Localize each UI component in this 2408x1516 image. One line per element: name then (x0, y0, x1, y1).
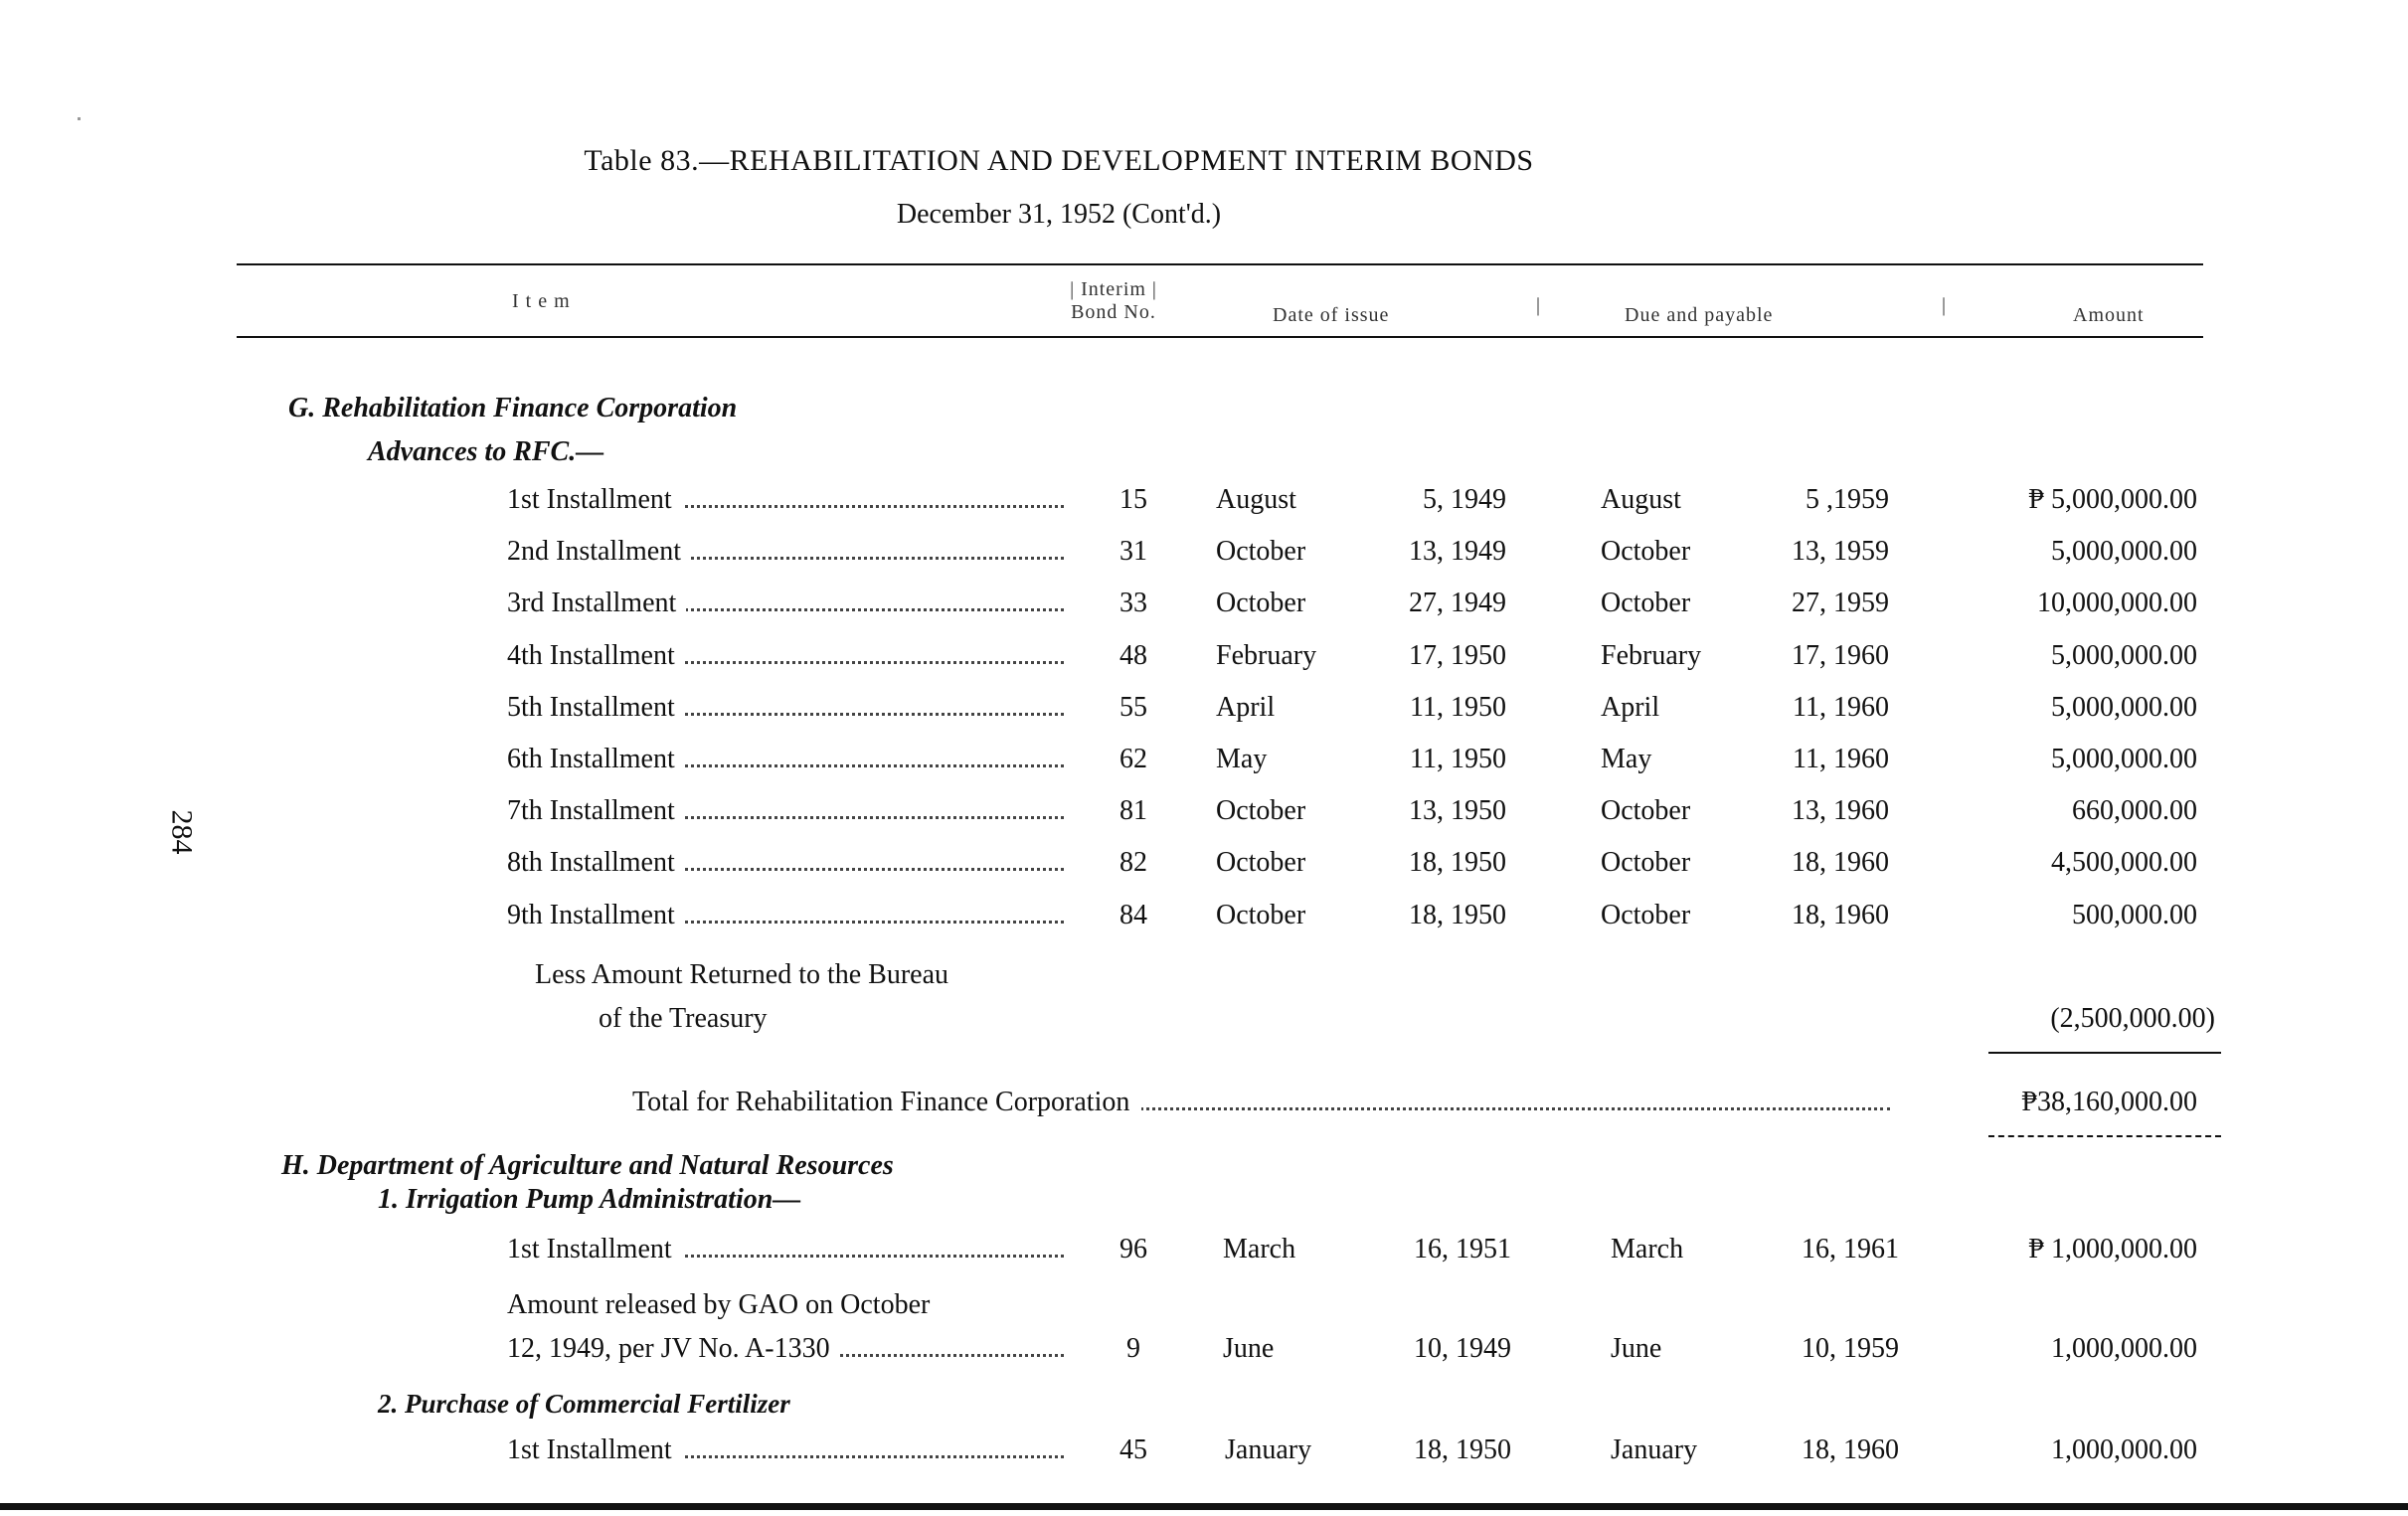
row-bond-no: 48 (1119, 640, 1147, 671)
section-h-sub1: 1. Irrigation Pump Administration— (378, 1184, 801, 1215)
row-item-label: 7th Installment (507, 795, 685, 826)
row-issue-date: 18, 1950 (1409, 900, 1506, 930)
row-amount: ₱ 5,000,000.00 (2028, 484, 2197, 515)
row-item-label: 9th Installment (507, 900, 685, 930)
section-g-heading: G. Rehabilitation Finance Corporation (288, 393, 738, 423)
row-issue-month: February (1216, 640, 1317, 671)
row-item-label: 2nd Installment (507, 536, 691, 567)
row-bond-no: 96 (1119, 1234, 1147, 1264)
row-due-date: 17, 1960 (1792, 640, 1889, 671)
row-item-label: 6th Installment (507, 744, 685, 774)
row-item (507, 640, 1064, 672)
table-row (0, 484, 2408, 530)
row-amount: 500,000.00 (2072, 900, 2197, 930)
row-issue-month: May (1216, 744, 1268, 774)
row-item-label: 8th Installment (507, 847, 685, 878)
row-bond-no: 9 (1126, 1333, 1140, 1364)
row-due-month: August (1601, 484, 1681, 515)
header-top-rule (237, 263, 2203, 265)
row-bond-no: 62 (1119, 744, 1147, 774)
row-bond-no: 82 (1119, 847, 1147, 878)
row-due-month: April (1601, 692, 1660, 723)
row-due-month: March (1611, 1234, 1684, 1264)
row-item (507, 692, 1064, 724)
header-bottom-rule (237, 336, 2203, 338)
row-due-date: 11, 1960 (1793, 744, 1889, 774)
header-item: I t e m (512, 290, 571, 312)
scan-speck (78, 117, 81, 120)
row-issue-month: October (1216, 847, 1306, 878)
section-h-heading: H. Department of Agriculture and Natural Resources (281, 1150, 894, 1181)
less-line-1: Less Amount Returned to the Bureau (535, 959, 949, 990)
row-amount: 10,000,000.00 (2037, 588, 2197, 618)
header-amount: Amount (2073, 304, 2145, 326)
row-amount: 5,000,000.00 (2051, 692, 2197, 723)
row-amount: ₱ 1,000,000.00 (2028, 1234, 2197, 1264)
row-issue-month: April (1216, 692, 1276, 723)
row-item-label: 1st Installment (507, 1434, 682, 1465)
row-bond-no: 84 (1119, 900, 1147, 930)
total-rule (1988, 1135, 2221, 1137)
row-due-date: 18, 1960 (1792, 847, 1889, 878)
row-bond-no: 31 (1119, 536, 1147, 567)
row-due-month: October (1601, 847, 1691, 878)
table-row (0, 1434, 2408, 1480)
row-due-date: 18, 1960 (1792, 900, 1889, 930)
header-due-payable: Due and payable (1625, 304, 1774, 326)
header-separator: | (1942, 294, 1948, 316)
subtotal-rule (1988, 1052, 2221, 1054)
row-issue-month: October (1216, 795, 1306, 826)
table-row (0, 900, 2408, 945)
table-subtitle: December 31, 1952 (Cont'd.) (896, 199, 1222, 230)
row-item (507, 484, 1064, 516)
row-issue-month: October (1216, 536, 1306, 567)
row-due-month: May (1601, 744, 1652, 774)
row-issue-date: 13, 1950 (1409, 795, 1506, 826)
row-issue-date: 11, 1950 (1410, 744, 1506, 774)
row-item-label: 1st Installment (507, 484, 682, 515)
row-due-date: 18, 1960 (1802, 1434, 1899, 1465)
section-h-sub2: 2. Purchase of Commercial Fertilizer (378, 1389, 790, 1419)
row-item (507, 1234, 1064, 1265)
table-row (0, 744, 2408, 789)
row-item (507, 588, 1064, 619)
row-item (507, 847, 1064, 879)
row-amount: 660,000.00 (2072, 795, 2197, 826)
row-due-month: October (1601, 536, 1691, 567)
table-row (0, 1234, 2408, 1279)
row-amount: 5,000,000.00 (2051, 536, 2197, 567)
row-due-date: 11, 1960 (1793, 692, 1889, 723)
row-item-label: 4th Installment (507, 640, 685, 671)
total-label: Total for Rehabilitation Finance Corporation (632, 1087, 1141, 1117)
header-date-of-issue: Date of issue (1273, 304, 1390, 326)
row-due-date: 16, 1961 (1802, 1234, 1899, 1264)
row-issue-month: June (1223, 1333, 1275, 1364)
table-row (0, 847, 2408, 893)
row-bond-no: 45 (1119, 1434, 1147, 1465)
row-issue-month: March (1223, 1234, 1296, 1264)
table-row (0, 692, 2408, 738)
row-due-month: June (1611, 1333, 1662, 1364)
gao-line-1: Amount released by GAO on October (507, 1289, 931, 1320)
row-issue-month: October (1216, 900, 1306, 930)
less-amount: (2,500,000.00) (2050, 1003, 2215, 1034)
row-due-date: 10, 1959 (1802, 1333, 1899, 1364)
table-row (0, 640, 2408, 686)
total-row (0, 1087, 2408, 1132)
row-item (507, 536, 1064, 568)
row-due-date: 13, 1959 (1792, 536, 1889, 567)
row-due-month: January (1611, 1434, 1698, 1465)
row-due-month: October (1601, 900, 1691, 930)
row-issue-date: 5, 1949 (1423, 484, 1506, 515)
row-bond-no: 55 (1119, 692, 1147, 723)
row-issue-date: 10, 1949 (1414, 1333, 1511, 1364)
row-due-date: 13, 1960 (1792, 795, 1889, 826)
row-item (507, 900, 1064, 931)
row-due-month: October (1601, 588, 1691, 618)
row-item (507, 795, 1064, 827)
row-item-label: 5th Installment (507, 692, 685, 723)
row-bond-no: 15 (1119, 484, 1147, 515)
less-line-2: of the Treasury (599, 1003, 768, 1034)
table-row (0, 536, 2408, 582)
row-item (507, 744, 1064, 775)
row-issue-month: August (1216, 484, 1296, 515)
total-label-cell (632, 1087, 1890, 1118)
header-bond-no-line2: Bond No. (1071, 301, 1156, 323)
row-item-label: 1st Installment (507, 1234, 682, 1264)
row-item-label: 3rd Installment (507, 588, 686, 618)
page-bottom-edge (0, 1503, 2408, 1510)
row-bond-no: 33 (1119, 588, 1147, 618)
row-item-label: 12, 1949, per JV No. A-1330 (507, 1333, 840, 1364)
row-issue-month: January (1225, 1434, 1312, 1465)
row-item (507, 1333, 1064, 1365)
header-separator: | (1536, 294, 1542, 316)
row-bond-no: 81 (1119, 795, 1147, 826)
row-due-month: October (1601, 795, 1691, 826)
row-issue-month: October (1216, 588, 1306, 618)
row-issue-date: 13, 1949 (1409, 536, 1506, 567)
section-g-subheading: Advances to RFC.— (368, 436, 604, 467)
row-due-date: 27, 1959 (1792, 588, 1889, 618)
row-amount: 5,000,000.00 (2051, 640, 2197, 671)
row-amount: 1,000,000.00 (2051, 1434, 2197, 1465)
total-amount: ₱38,160,000.00 (2021, 1087, 2197, 1117)
table-row (0, 588, 2408, 633)
row-issue-date: 17, 1950 (1409, 640, 1506, 671)
row-amount: 4,500,000.00 (2051, 847, 2197, 878)
page-number: 284 (165, 809, 199, 855)
row-issue-date: 27, 1949 (1409, 588, 1506, 618)
row-due-month: February (1601, 640, 1702, 671)
row-issue-date: 18, 1950 (1409, 847, 1506, 878)
table-row (0, 795, 2408, 841)
table-row (0, 1333, 2408, 1379)
row-item (507, 1434, 1064, 1466)
row-issue-date: 18, 1950 (1414, 1434, 1511, 1465)
row-amount: 5,000,000.00 (2051, 744, 2197, 774)
table-title: Table 83.—REHABILITATION AND DEVELOPMENT INTERIM BONDS (584, 144, 1534, 177)
row-amount: 1,000,000.00 (2051, 1333, 2197, 1364)
row-due-date: 5 ,1959 (1806, 484, 1889, 515)
row-issue-date: 16, 1951 (1414, 1234, 1511, 1264)
header-bond-no-line1: | Interim | (1070, 278, 1157, 300)
row-issue-date: 11, 1950 (1410, 692, 1506, 723)
